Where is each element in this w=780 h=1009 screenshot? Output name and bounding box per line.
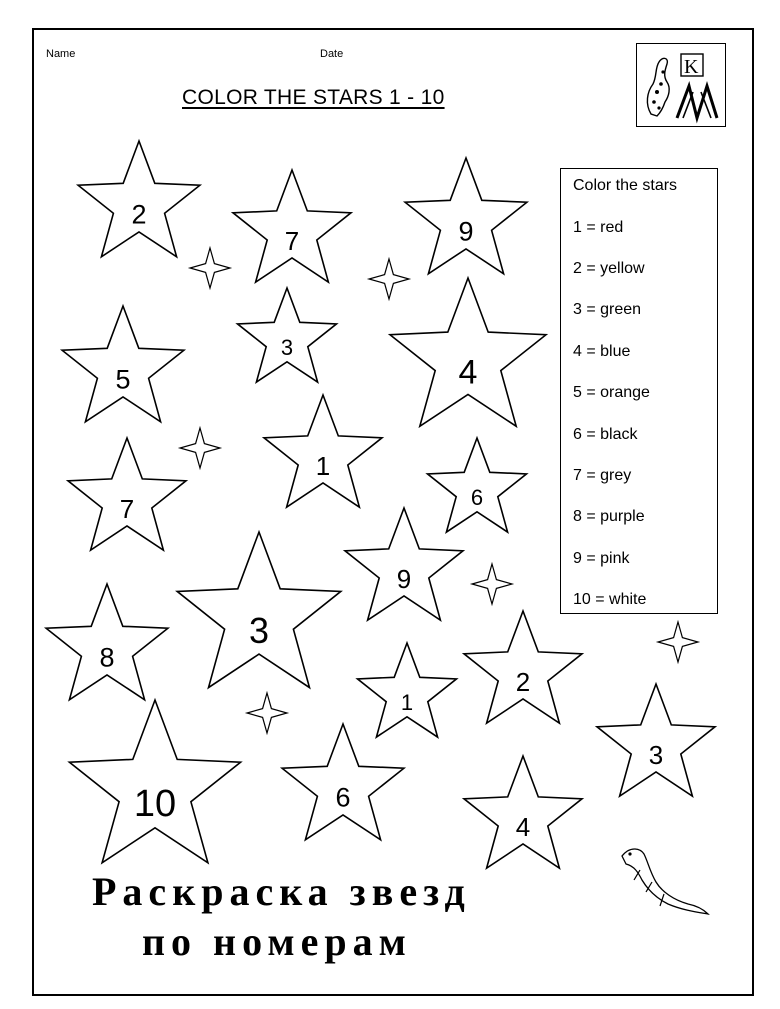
star-number: 2	[515, 667, 531, 698]
color-key-item: 10 = white	[573, 591, 647, 608]
color-key-item: 9 = pink	[573, 550, 630, 567]
color-key-item: 6 = black	[573, 426, 638, 443]
star-number: 3	[280, 335, 294, 361]
star-number: 8	[99, 642, 115, 673]
star-number: 4	[515, 812, 531, 843]
star-shape[interactable]	[390, 278, 546, 426]
footer-caption-line1: Раскраска звезд	[92, 869, 471, 914]
sparkle-icon	[247, 693, 287, 733]
star-number: 1	[315, 451, 331, 482]
color-key-item: 5 = orange	[573, 384, 650, 401]
color-key-title: Color the stars	[573, 177, 678, 194]
sparkle-icon	[658, 622, 698, 662]
star-shape[interactable]	[69, 700, 240, 863]
star-number: 7	[119, 494, 135, 525]
footer-caption-line2: по номерам	[142, 919, 412, 964]
star-number: 9	[396, 564, 412, 595]
color-key-item: 4 = blue	[573, 343, 631, 360]
star-number: 7	[284, 226, 300, 257]
color-key-item: 8 = purple	[573, 508, 645, 525]
star-number: 10	[133, 783, 177, 826]
color-key-item: 2 = yellow	[573, 260, 645, 277]
color-key-item: 1 = red	[573, 219, 624, 236]
star-number: 9	[458, 216, 474, 247]
date-label: Date	[320, 48, 344, 60]
star-number: 1	[400, 690, 414, 716]
sparkle-icon	[190, 248, 230, 288]
lizard-illustration	[612, 836, 712, 916]
name-label: Name	[46, 48, 76, 60]
star-number: 6	[335, 782, 351, 813]
color-key-item: 7 = grey	[573, 467, 632, 484]
sparkle-icon	[180, 428, 220, 468]
logo-letter: K	[684, 56, 699, 78]
star-number: 5	[115, 364, 131, 395]
star-number: 4	[458, 353, 478, 392]
sparkle-icon	[472, 564, 512, 604]
sparkle-icon	[369, 259, 409, 299]
star-number: 3	[248, 609, 270, 651]
color-key-item: 3 = green	[573, 301, 642, 318]
star-number: 6	[470, 485, 484, 511]
star-number: 3	[648, 740, 664, 771]
page-title: COLOR THE STARS 1 - 10	[182, 86, 445, 109]
star-number: 2	[131, 199, 147, 230]
